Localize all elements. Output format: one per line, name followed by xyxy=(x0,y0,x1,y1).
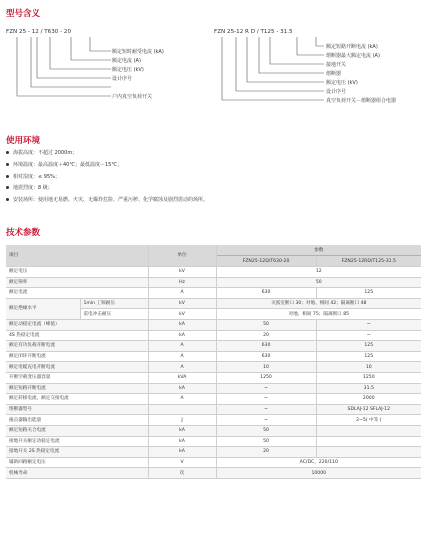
table-cell-v2: ~ xyxy=(316,319,421,330)
section-title-env: 使用环境 xyxy=(6,136,41,146)
table-row xyxy=(6,415,421,426)
table-cell-v1: 1250 xyxy=(216,372,316,383)
model-diagram-lines xyxy=(0,0,426,140)
table-cell-v1: ~ xyxy=(216,394,316,405)
table-cell-merged: 10000 xyxy=(216,468,421,479)
model-code-2: FZN 25-12 R D / T125 - 31.5 xyxy=(214,29,293,35)
table-cell-merged: 12 xyxy=(216,267,421,278)
spec-table-body xyxy=(6,267,421,479)
table-cell-v2: SDLAJ-12 SFLAJ-12 xyxy=(316,404,421,415)
table-cell-item: 撞击器输出能量 xyxy=(6,415,148,426)
table-cell-item: 额定绝缘水平 xyxy=(6,298,80,319)
table-cell-v2: 31.5 xyxy=(316,383,421,394)
table-cell-merged: AC/DC，220/110 xyxy=(216,457,421,468)
table-cell-unit: 次 xyxy=(148,468,216,479)
table-row xyxy=(6,319,421,330)
section-title-model: 型号含义 xyxy=(6,9,41,19)
table-cell-item: 接地开关额定动稳定电流 xyxy=(6,436,148,447)
header-unit: 单位 xyxy=(148,245,216,267)
table-cell-item: 额定频率 xyxy=(6,277,148,288)
section-title-tech: 技术参数 xyxy=(6,228,41,238)
table-cell-unit: kA xyxy=(148,383,216,394)
table-cell-v1: 50 xyxy=(216,436,316,447)
table-row xyxy=(6,277,421,288)
table-cell-unit: Hz xyxy=(148,277,216,288)
model2-label-0: 额定短路开断电流 (kA) xyxy=(326,44,378,50)
table-cell-unit: kA xyxy=(148,447,216,458)
table-row xyxy=(6,351,421,362)
table-row xyxy=(6,362,421,373)
table-cell-unit: A xyxy=(148,288,216,299)
header-model-2: FZN25-12RD/T125-31.5 xyxy=(316,256,421,267)
table-cell-merged: 灭弧室断口 30；对地、相间 42；隔离断口 48 xyxy=(216,298,421,309)
spec-table xyxy=(6,245,421,479)
model1-label-3: 设计序号 xyxy=(112,76,133,82)
model2-label-4: 额定电压 (kV) xyxy=(326,80,358,86)
table-row xyxy=(6,267,421,278)
table-cell-v1: ~ xyxy=(216,415,316,426)
table-cell-v1: 20 xyxy=(216,330,316,341)
table-cell-merged: 50 xyxy=(216,277,421,288)
table-cell-unit: A xyxy=(148,351,216,362)
model1-label-1: 额定电流 (A) xyxy=(112,58,141,64)
model2-label-6: 真空负荷开关－熔断器组合电器 xyxy=(326,98,397,104)
table-cell-v1: 20 xyxy=(216,447,316,458)
model-code-1: FZN 25 - 12 / T630 - 20 xyxy=(6,29,72,35)
table-cell-item: 熔断器型号 xyxy=(6,404,148,415)
table-cell-v1: 630 xyxy=(216,351,316,362)
table-row xyxy=(6,288,421,299)
table-cell-v2: 2000 xyxy=(316,394,421,405)
header-params: 参数 xyxy=(216,245,421,256)
table-cell-v2: 125 xyxy=(316,288,421,299)
model2-label-3: 熔断器 xyxy=(326,71,342,77)
table-cell-unit: kV xyxy=(148,267,216,278)
table-cell-v2: 2~5( 中等 ) xyxy=(316,415,421,426)
table-cell-item: 额定转移电流、额定交接电流 xyxy=(6,394,148,405)
table-cell-v2: 10 xyxy=(316,362,421,373)
table-cell-v1: 630 xyxy=(216,288,316,299)
table-cell-v2: 125 xyxy=(316,351,421,362)
model2-label-2: 接地开关 xyxy=(326,62,347,68)
table-cell-item: 4S 热稳定电流 xyxy=(6,330,148,341)
environment-list xyxy=(6,148,208,207)
table-cell-v1: ~ xyxy=(216,404,316,415)
table-row xyxy=(6,404,421,415)
table-cell-v2: 1250 xyxy=(316,372,421,383)
table-cell-item: 辅助回路额定电压 xyxy=(6,457,148,468)
table-cell-unit xyxy=(148,404,216,415)
table-cell-sub: 1min 工频耐压 xyxy=(80,298,148,309)
table-row xyxy=(6,372,421,383)
table-cell-v2 xyxy=(316,447,421,458)
table-cell-v1: 10 xyxy=(216,362,316,373)
header-model-1: FZN25-12D/T630-20 xyxy=(216,256,316,267)
table-cell-item: 额定有功负载开断电流 xyxy=(6,341,148,352)
table-cell-v2: ~ xyxy=(316,330,421,341)
table-cell-unit: A xyxy=(148,341,216,352)
table-cell-item: 额定电压 xyxy=(6,267,148,278)
table-cell-unit: kVA xyxy=(148,372,216,383)
table-row xyxy=(6,330,421,341)
table-cell-v1: 50 xyxy=(216,319,316,330)
table-cell-item: 额定短路关合电流 xyxy=(6,425,148,436)
table-cell-item: 额定闭环开断电流 xyxy=(6,351,148,362)
table-row xyxy=(6,341,421,352)
table-row xyxy=(6,298,421,309)
env-item: 相对湿度：≤ 95%； xyxy=(6,172,208,184)
table-row xyxy=(6,383,421,394)
model1-label-0: 额定短时耐受电流 (kA) xyxy=(112,49,164,55)
env-item: 环境温度：最高温度＋40℃；最低温度－15℃； xyxy=(6,160,208,172)
table-cell-unit: kV xyxy=(148,309,216,320)
table-cell-v1: ~ xyxy=(216,383,316,394)
table-cell-item: 额定动稳定电流（峰值） xyxy=(6,319,148,330)
table-cell-item: 接地开关 2S 热稳定电流 xyxy=(6,447,148,458)
header-item: 项目 xyxy=(6,245,148,267)
env-item: 地震烈度：8 级； xyxy=(6,183,208,195)
table-cell-v1: 50 xyxy=(216,425,316,436)
table-cell-v2 xyxy=(316,425,421,436)
table-cell-unit: A xyxy=(148,362,216,373)
table-cell-item: 额定电缆充电开断电流 xyxy=(6,362,148,373)
model2-label-1: 熔断器最大额定电流 (A) xyxy=(326,53,380,59)
table-cell-v2: 125 xyxy=(316,341,421,352)
table-cell-unit: A xyxy=(148,394,216,405)
table-cell-unit: kV xyxy=(148,298,216,309)
table-cell-unit: kA xyxy=(148,436,216,447)
table-cell-unit: V xyxy=(148,457,216,468)
table-cell-merged: 对地、相间 75；隔离断口 85 xyxy=(216,309,421,320)
table-cell-item: 额定短路开断电流 xyxy=(6,383,148,394)
table-cell-unit: J xyxy=(148,415,216,426)
table-cell-sub: 雷电冲击耐压 xyxy=(80,309,148,320)
model1-label-4: 户内真空负荷开关 xyxy=(112,94,153,100)
model1-label-2: 额定电压 (kV) xyxy=(112,67,144,73)
table-row xyxy=(6,436,421,447)
table-cell-unit: kA xyxy=(148,319,216,330)
table-row xyxy=(6,447,421,458)
table-row xyxy=(6,394,421,405)
env-item: 海拔高度：不超过 2000m； xyxy=(6,148,208,160)
table-cell-unit: kA xyxy=(148,425,216,436)
table-row xyxy=(6,468,421,479)
table-row xyxy=(6,457,421,468)
table-cell-item: 机械寿命 xyxy=(6,468,148,479)
table-row xyxy=(6,425,421,436)
table-cell-v2 xyxy=(316,436,421,447)
env-item: 安装场所：使用地无易燃、火灾、无爆炸危险、严重污秽、化学腐蚀及剧烈震动的场所。 xyxy=(6,195,208,207)
table-cell-item: 开断空载变压器容量 xyxy=(6,372,148,383)
table-cell-v1: 630 xyxy=(216,341,316,352)
table-cell-unit: kA xyxy=(148,330,216,341)
model2-label-5: 设计序号 xyxy=(326,89,347,95)
table-cell-item: 额定电流 xyxy=(6,288,148,299)
